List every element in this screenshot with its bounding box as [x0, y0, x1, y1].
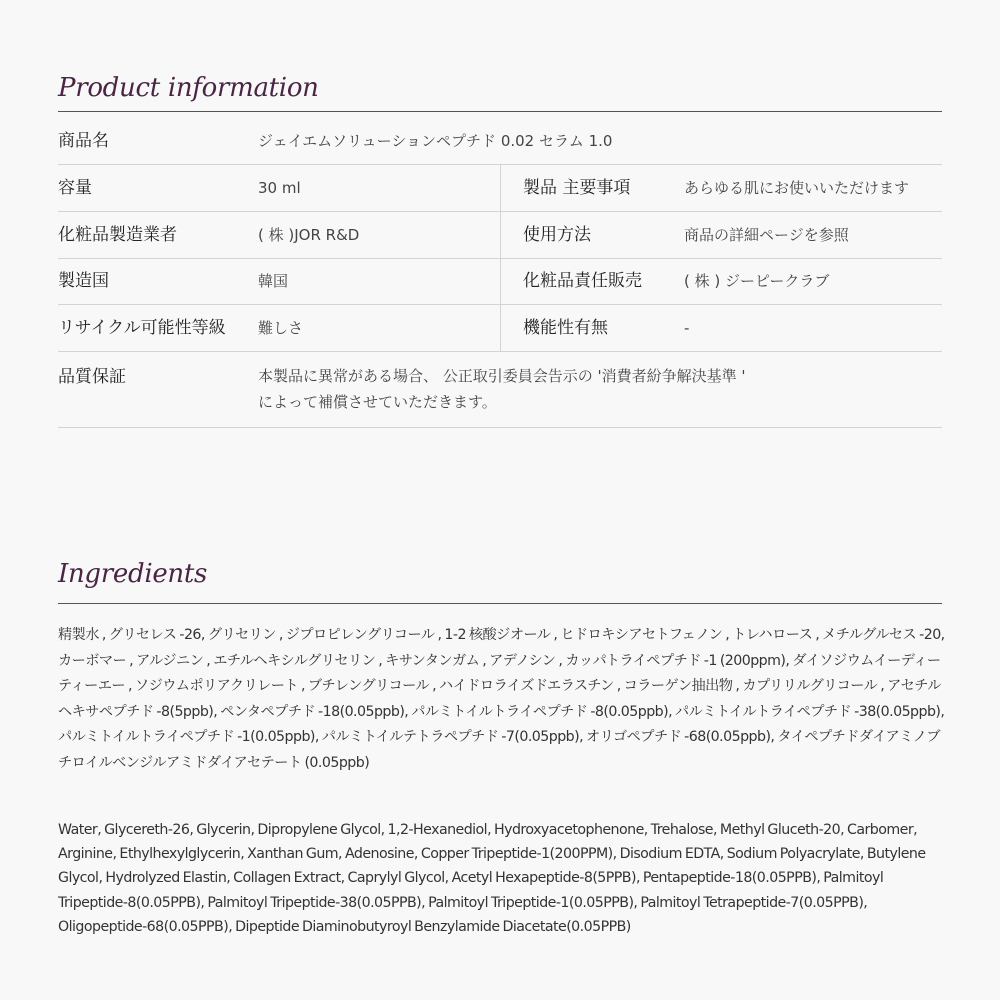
- info-row-product-name: [58, 116, 942, 165]
- info-label: 製品 主要事項: [523, 178, 631, 198]
- info-label: 機能性有無: [523, 318, 608, 338]
- product-info-table: [58, 116, 942, 428]
- info-value: 30 ml: [258, 179, 301, 197]
- info-label: 容量: [58, 178, 92, 198]
- info-label: 使用方法: [523, 225, 591, 245]
- info-value: -: [684, 319, 690, 337]
- info-row-quality: [58, 352, 942, 428]
- info-row-recycle: [58, 305, 942, 352]
- info-value: ジェイエムソリューションペプチド 0.02 セラム 1.0: [258, 132, 613, 150]
- info-label: 品質保証: [58, 367, 126, 387]
- info-value: あらゆる肌にお使いいただけます: [684, 179, 910, 197]
- product-info-title: Product information: [58, 73, 319, 103]
- info-value: 商品の詳細ページを参照: [684, 226, 849, 244]
- column-divider: [500, 212, 501, 258]
- quality-line-1: 本製品に異常がある場合、 公正取引委員会告示の '消費者紛争解決基準 ': [258, 367, 746, 385]
- info-value: 難しさ: [258, 319, 304, 337]
- info-value: ( 株 ) ジーピークラブ: [684, 272, 830, 290]
- info-label: 商品名: [58, 131, 109, 151]
- info-row-manufacturer: [58, 212, 942, 259]
- quality-line-2: によって補償させていただきます。: [258, 393, 497, 411]
- info-row-volume: [58, 165, 942, 212]
- info-value: [258, 363, 878, 415]
- column-divider: [500, 305, 501, 351]
- product-info-rule: [58, 111, 942, 112]
- info-label: 化粧品製造業者: [58, 225, 177, 245]
- ingredients-english: Water, Glycereth-26, Glycerin, Dipropylene Glycol, 1,2-Hexanediol, Hydroxyacetophenone, Trehalose, Methyl Gluceth-20, Carbomer, Arginine, Ethylhexylglycerin, Xanthan Gum, Adenosine, Copper Tripeptide-1(200PPM), Disodium EDTA, Sodium Polyacrylate, Butylene Glycol, Hydrolyzed Elastin, Collagen Extract, Caprylyl Glycol, Acetyl Hexapeptide-8(5PPB), Pentapeptide-18(0.05PPB), Palmitoyl Tripeptide-8(0.05PPB), Palmitoyl Tripeptide-38(0.05PPB), Palmitoyl Tripeptide-1(0.05PPB), Palmitoyl Tetrapeptide-7(0.05PPB), Oligopeptide-68(0.05PPB), Dipeptide Diaminobutyroyl Benzylamide Diacetate(0.05PPB): [58, 822, 926, 935]
- info-value: ( 株 )JOR R&D: [258, 226, 360, 244]
- info-row-country: [58, 259, 942, 305]
- ingredients-japanese: 精製水 , グリセレス -26, グリセリン , ジプロピレングリコール , 1-2 核酸ジオール , ヒドロキシアセトフェノン , トレハロース , メチルグルセス -20, カーボマー , アルジニン , エチルヘキシルグリセリン , キサンタンガム , アデノシン , カッパトライペプチド -1 (200ppm), ダイソジウムイーディーティーエー , ソジウムポリアクリレート , ブチレングリコール , ハイドロライズドエラスチン , コラーゲン抽出物 , カプリリルグリコール , アセチルヘキサペプチド -8(5ppb), ペンタペプチド -18(0.05ppb), パルミトイルトライペプチド -8(0.05ppb), パルミトイルトライペプチド -38(0.05ppb), パルミトイルトライペプチド -1(0.05ppb), パルミトイルテトラペプチド -7(0.05ppb), オリゴペプチド -68(0.05ppb), タイペプチドダイアミノブチロイルベンジルアミドダイアセテート (0.05ppb): [58, 627, 945, 771]
- info-label: 化粧品責任販売: [523, 271, 642, 291]
- column-divider: [500, 165, 501, 211]
- ingredients-rule: [58, 603, 942, 604]
- ingredients-title: Ingredients: [58, 559, 208, 589]
- info-label: リサイクル可能性等級: [58, 318, 226, 338]
- info-value: 韓国: [258, 272, 289, 290]
- column-divider: [500, 259, 501, 304]
- info-label: 製造国: [58, 271, 109, 291]
